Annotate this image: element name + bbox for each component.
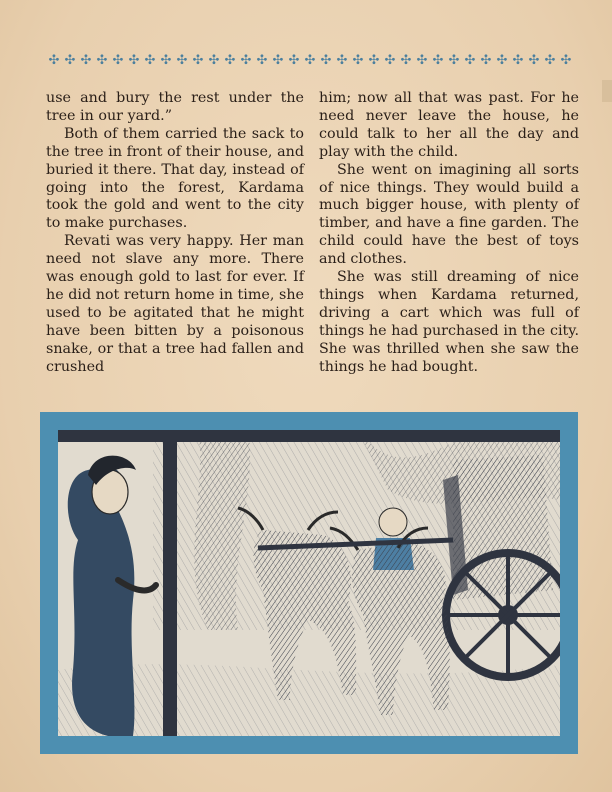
door-post bbox=[163, 430, 177, 736]
ornament-glyph: ✣ bbox=[288, 54, 300, 68]
ornament-glyph: ✣ bbox=[352, 54, 364, 68]
paragraph: She was still dreaming of nice things when Kardama returned, driving a cart which was full of things he had purchased in the city. She was thrilled when she saw the things he had bought. bbox=[319, 269, 579, 375]
ornament-glyph: ✣ bbox=[560, 54, 572, 68]
ornament-glyph: ✣ bbox=[464, 54, 476, 68]
ornament-glyph: ✣ bbox=[176, 54, 188, 68]
paragraph: him; now all that was past. For he need never leave the house, he could talk to her all the day and play with the child. bbox=[319, 90, 579, 160]
ornament-glyph: ✣ bbox=[224, 54, 236, 68]
ornament-glyph: ✣ bbox=[192, 54, 204, 68]
page-edge-tab bbox=[602, 80, 612, 102]
ornament-glyph: ✣ bbox=[208, 54, 220, 68]
cart-load bbox=[453, 455, 553, 600]
ornament-glyph: ✣ bbox=[544, 54, 556, 68]
ornament-glyph: ✣ bbox=[80, 54, 92, 68]
ornament-glyph: ✣ bbox=[400, 54, 412, 68]
ornament-glyph: ✣ bbox=[96, 54, 108, 68]
illustration bbox=[58, 430, 560, 736]
ornament-glyph: ✣ bbox=[112, 54, 124, 68]
ornament-glyph: ✣ bbox=[272, 54, 284, 68]
driver-face bbox=[379, 508, 407, 536]
paragraph: use and bury the rest under the tree in our yard.” bbox=[46, 90, 304, 124]
ornament-glyph: ✣ bbox=[496, 54, 508, 68]
ornament-glyph: ✣ bbox=[416, 54, 428, 68]
ornament-glyph: ✣ bbox=[160, 54, 172, 68]
ornament-glyph: ✣ bbox=[256, 54, 268, 68]
ornament-glyph: ✣ bbox=[48, 54, 60, 68]
ornament-glyph: ✣ bbox=[304, 54, 316, 68]
ornament-glyph: ✣ bbox=[512, 54, 524, 68]
ornament-glyph: ✣ bbox=[144, 54, 156, 68]
ornament-glyph: ✣ bbox=[384, 54, 396, 68]
left-text-column bbox=[46, 90, 304, 377]
illustration-frame bbox=[40, 412, 578, 754]
ornament-glyph: ✣ bbox=[528, 54, 540, 68]
decorative-border bbox=[46, 54, 574, 68]
ornament-glyph: ✣ bbox=[336, 54, 348, 68]
ornament-glyph: ✣ bbox=[240, 54, 252, 68]
ornament-glyph: ✣ bbox=[480, 54, 492, 68]
ornament-glyph: ✣ bbox=[128, 54, 140, 68]
illustration-drawing bbox=[58, 430, 560, 736]
ornament-glyph: ✣ bbox=[320, 54, 332, 68]
ornament-glyph: ✣ bbox=[368, 54, 380, 68]
ornament-glyph: ✣ bbox=[432, 54, 444, 68]
paragraph: Revati was very happy. Her man need not slave any more. There was enough gold to last for ever. If he did not return home in time, she used to be agitated that he might have been bitten by a poisonous snake, or that a tree had fallen and crushed bbox=[46, 233, 304, 375]
ornament-glyph: ✣ bbox=[448, 54, 460, 68]
door-lintel bbox=[58, 430, 560, 442]
ornament-glyph: ✣ bbox=[64, 54, 76, 68]
paragraph: She went on imagining all sorts of nice things. They would build a much bigger house, with plenty of timber, and have a fine garden. The child could have the best of toys and clothes. bbox=[319, 161, 579, 268]
paragraph: Both of them carried the sack to the tree in front of their house, and buried it there. That day, instead of going into the forest, Kardama took the gold and went to the city to make purchases. bbox=[46, 125, 304, 232]
right-text-column bbox=[319, 90, 579, 377]
